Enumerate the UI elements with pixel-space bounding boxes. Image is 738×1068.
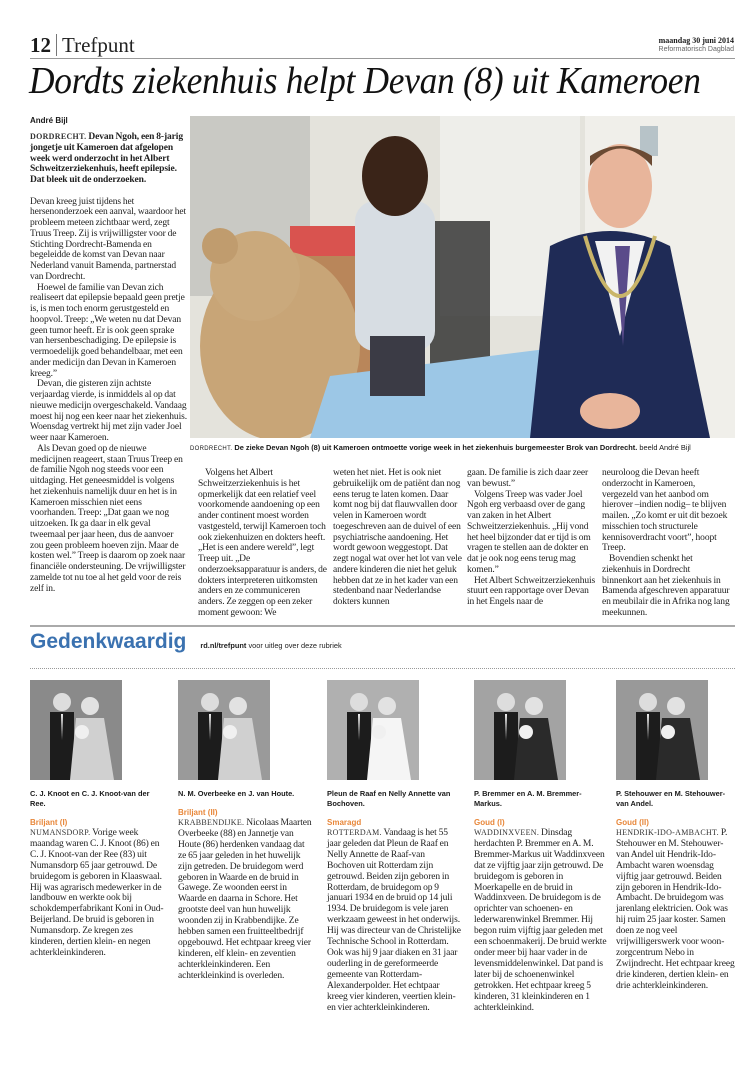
anniversary-item bbox=[474, 680, 608, 1013]
byline: André Bijl bbox=[30, 116, 68, 125]
page-number: 12 bbox=[30, 33, 51, 57]
article-paragraph: Volgens Treep was vader Joel Ngoh erg verbaasd over de gang van zaken in het Albert Schweitzerziekenhuis. „Hij vond het heel bijzonder dat er tijd is om vragen te stellen aan de dokter en dat je ook nog eens terug mag komen.” bbox=[467, 489, 591, 575]
article-left-column bbox=[30, 132, 187, 594]
anniversary-category: Goud (II) bbox=[616, 818, 649, 827]
lede-text: Devan Ngoh, een 8-jarig jongetje uit Kameroen dat afgelopen week werd onderzocht in het Albert Schweitzerziekenhuis, heeft epilepsie. Dat bleek uit de onderzoeken. bbox=[30, 132, 183, 185]
caption-text: De zieke Devan Ngoh (8) uit Kameroen ontmoette vorige week in het ziekenhuis burgemeester Brok van Dordrecht. bbox=[234, 443, 638, 452]
article-column bbox=[198, 468, 328, 619]
article-paragraph: Devan kreeg juist tijdens het hersenonderzoek een aanval, waardoor het probleem meteen zichtbaar werd, zegt Truus Treep. Zij is vrijwilligster voor de Stichting Dordrecht-Bamenda en begeleidde de komst van Devan naar Nederland vanuit Bamenda, partnerstad van Dordrecht. bbox=[30, 196, 187, 282]
photo-credit: beeld André Bijl bbox=[639, 443, 691, 452]
dateline: ROTTERDAM. bbox=[327, 828, 382, 837]
couple-photo bbox=[178, 680, 270, 780]
anniversary-body: Dinsdag herdachten P. Bremmer en A. M. Bremmer-Markus uit Waddinxveen dat ze vijftig jaar zijn getrouwd. De bruidegom is geboren in Moerkapelle en de bruid in Waddinxveen. De bruidegom is de oprichter van schoenen- en lederwarenwinkel Bremmer. Hij begon ruim vijftig jaar geleden met een schoenmakerij. De bruid werkte onder meer bij haar vader in de levensmiddelenwinkel. Dat pand is later bij de schoenenwinkel getrokken. Het echtpaar kreeg 5 kinderen, 31 kleinkinderen en 1 achterkleinkind. bbox=[474, 828, 607, 1013]
couple-photo bbox=[474, 680, 566, 780]
anniversary-body: Nicolaas Maarten Overbeeke (88) en Jannetje van Houte (86) herdenken vandaag dat ze 65 jaar geleden in het huwelijk zijn getreden. De bruidegom werd geboren in Waarde en de bruid in Gawege. Ze woonden eerst in Waarde en daarna in Schore. Het grootste deel van hun huwelijk woonden zij in Krabbendijke. Ze hebben samen een fruitteeltbedrijf opgebouwd. Het echtpaar kreeg vier kinderen, elf klein- en zeventien achterkleinkinderen. Een achterkleinkind is overleden. bbox=[178, 818, 312, 981]
gedenkwaardig-header bbox=[30, 630, 342, 654]
article-paragraph: Als Devan goed op de nieuwe medicijnen reageert, staan Truus Treep en de familie Ngoh nog steeds voor een uitdaging. Het geneesmiddel is volgens het ziekenhuis namelijk duur en het is in Kameroen misschien niet eens voorhanden. Treep: „Dat gaan we nog uitzoeken. Ik ga daar in elk geval tweemaal per jaar heen, dus de aanvoer zou geen probleem hoeven zijn. Maar de kosten wel.” Treep is daarom op zoek naar financiële ondersteuning. De vrijwilligster zamelde tot nu toe al het geld voor de reis zelf in. bbox=[30, 443, 186, 594]
photo-caption: Pleun de Raaf en Nelly Annette van Bochoven. bbox=[327, 789, 451, 808]
photo-caption bbox=[190, 443, 738, 452]
anniversary-text bbox=[616, 828, 736, 992]
article-column bbox=[602, 468, 732, 619]
article-photo bbox=[190, 116, 735, 438]
newspaper-name: Reformatorisch Dagblad bbox=[658, 46, 734, 53]
anniversary-body: Vandaag is het 55 jaar geleden dat Pleun de Raaf en Nelly Annette de Raaf-van Bochoven uit Rotterdam zijn getrouwd. Beiden zijn geboren in Rotterdam, de bruidegom op 9 januari 1934 en de bruid op 14 juli 1934. De bruidegom is vele jaren werkzaam geweest in het onderwijs. Hij was directeur van de Christelijke Technische School in Rotterdam. Ook was hij 9 jaar diaken en 31 jaar ouderling in de gereformeerde gemeente van Rotterdam-Alexanderpolder. Het echtpaar kreeg vier kinderen, veertien klein- en vier achterkleinkinderen. bbox=[327, 828, 461, 1013]
headline: Dordts ziekenhuis helpt Devan (8) uit Kameroen bbox=[29, 60, 701, 102]
anniversary-item bbox=[178, 680, 312, 982]
article-paragraph: gaan. De familie is zich daar zeer van bewust.” bbox=[467, 468, 589, 489]
anniversary-text bbox=[178, 818, 312, 982]
caption-dateline: DORDRECHT. bbox=[190, 446, 233, 452]
article-paragraph: Bovendien schenkt het ziekenhuis in Dordrecht binnenkort aan het ziekenhuis in Bamenda afgeschreven apparatuur en meubilair die in Afrika nog lang meekunnen. bbox=[602, 554, 730, 618]
couple-photo bbox=[30, 680, 122, 780]
article-paragraph: Het Albert Schweitzerziekenhuis stuurt een rapportage over Devan in het Engels naar de bbox=[467, 575, 596, 607]
anniversary-category: Briljant (I) bbox=[30, 818, 68, 827]
couple-photo bbox=[616, 680, 708, 780]
photo-caption: C. J. Knoot en C. J. Knoot-van der Ree. bbox=[30, 789, 150, 808]
lede bbox=[30, 132, 187, 186]
rubriek-link[interactable]: rd.nl/trefpunt bbox=[200, 641, 247, 650]
anniversary-item bbox=[327, 680, 461, 1013]
article-paragraph: weten het niet. Het is ook niet gebruikelijk om de patiënt dan nog eens terug te laten komen. Daar komt nog bij dat flauwvallen door velen in Kameroen wordt toegeschreven aan de duivel of een psychiatrische aandoening. Het wordt gewoon weggestopt. Dat zegt nogal wat over het lot van vele andere kinderen die niet het geluk hebben dat ze in het kader van een stedenband naar Nederlandse dokters kunnen bbox=[333, 468, 462, 607]
dotted-divider bbox=[30, 668, 735, 669]
article-paragraphs bbox=[30, 197, 187, 595]
dateline: HENDRIK-IDO-AMBACHT. bbox=[616, 828, 719, 837]
anniversary-category: Goud (I) bbox=[474, 818, 505, 827]
article-paragraph: Devan, die gisteren zijn achtste verjaardag vierde, is inmiddels al op dat nieuwe medicijn overgeschakeld. Vandaag moest hij nog een keer naar het ziekenhuis. Woensdag vertrekt hij met zijn vader Joel weer naar Kameroen. bbox=[30, 379, 187, 443]
anniversary-body: P. Stehouwer en M. Stehouwer-van Andel uit Hendrik-Ido-Ambacht waren woensdag vijftig jaar getrouwd. Beiden zijn geboren in Hendrik-Ido-Ambacht. De bruidegom was jarenlang elektricien. Ook was hij ruim 25 jaar koster. Samen doen ze nog veel vrijwilligerswerk voor woon-zorgcentrum Nebo in Zwijndrecht. Het echtpaar kreeg drie kinderen, dertien klein- en drie achterkleinkinderen. bbox=[616, 828, 735, 991]
anniversary-text bbox=[327, 828, 461, 1013]
article-column bbox=[333, 468, 463, 608]
photo-caption: N. M. Overbeeke en J. van Houte. bbox=[178, 789, 295, 798]
anniversary-category: Briljant (II) bbox=[178, 808, 218, 817]
anniversary-category: Smaragd bbox=[327, 818, 362, 827]
gedenkwaardig-title: Gedenkwaardig bbox=[30, 630, 187, 653]
rubriek-link-suffix: voor uitleg over deze rubriek bbox=[248, 641, 342, 650]
photo-caption: P. Bremmer en A. M. Bremmer-Markus. bbox=[474, 789, 582, 808]
anniversary-item bbox=[30, 680, 164, 959]
section-title: Trefpunt bbox=[62, 33, 135, 57]
dateline: NUMANSDORP. bbox=[30, 828, 91, 837]
article-column bbox=[467, 468, 597, 608]
anniversary-text bbox=[474, 828, 608, 1013]
header-separator bbox=[56, 34, 57, 56]
anniversary-text bbox=[30, 828, 164, 959]
dateline: KRABBENDIJKE. bbox=[178, 818, 245, 827]
rubriek-info bbox=[200, 641, 341, 650]
article-paragraph: neuroloog die Devan heeft onderzocht in Kameroen, vergezeld van het aanbod om hierover –indien nodig– te blijven mailen. „Zo komt er uit dit bezoek misschien toch structurele kennisoverdracht voort”, hoopt Treep. bbox=[602, 468, 728, 554]
article-paragraph: Volgens het Albert Schweitzerziekenhuis is het opmerkelijk dat een relatief veel voorkomende aandoening op een ander continent moest worden vastgesteld, terwijl Kameroen toch ook ziekenhuizen en dokters heeft. „Het is een andere wereld”, legt Treep uit. „De onderzoeksapparatuur is anders, de dokters interpreteren uitkomsten anders en ze communiceren anders. Ze zeggen op een zeker moment gewoon: We bbox=[198, 468, 327, 618]
dateline: WADDINXVEEN. bbox=[474, 828, 540, 837]
issue-date: maandag 30 juni 2014 bbox=[658, 36, 734, 45]
section-rule bbox=[30, 625, 735, 627]
dateline: DORDRECHT. bbox=[30, 132, 87, 141]
couple-photo bbox=[327, 680, 419, 780]
article-paragraph: Hoewel de familie van Devan zich realiseert dat epilepsie bepaald geen pretje is, is men toch enorm gerustgesteld en hoopvol. Treep: „We weten nu dat Devan geen tumor heeft. Er is ook geen sprake van hersenbeschadiging. De epilepsie is vermoedelijk goed behandelbaar, met een ander medicijn dan Devan in Kameroen kreeg.” bbox=[30, 282, 185, 379]
anniversary-body: Vorige week maandag waren C. J. Knoot (86) en C. J. Knoot-van der Ree (83) uit Numansdorp 65 jaar getrouwd. De bruidegom is geboren in Klaaswaal. Hij was agrarisch medewerker in de landbouw en werkte ook bij schokdemperfabrikant Koni in Oud-Beijerland. De bruid is geboren in Numansdorp. Ze kregen zes kinderen, dertien klein- en negen achterkleinkinderen. bbox=[30, 828, 164, 958]
anniversary-item bbox=[616, 680, 736, 992]
photo-caption: P. Stehouwer en M. Stehouwer-van Andel. bbox=[616, 789, 726, 808]
